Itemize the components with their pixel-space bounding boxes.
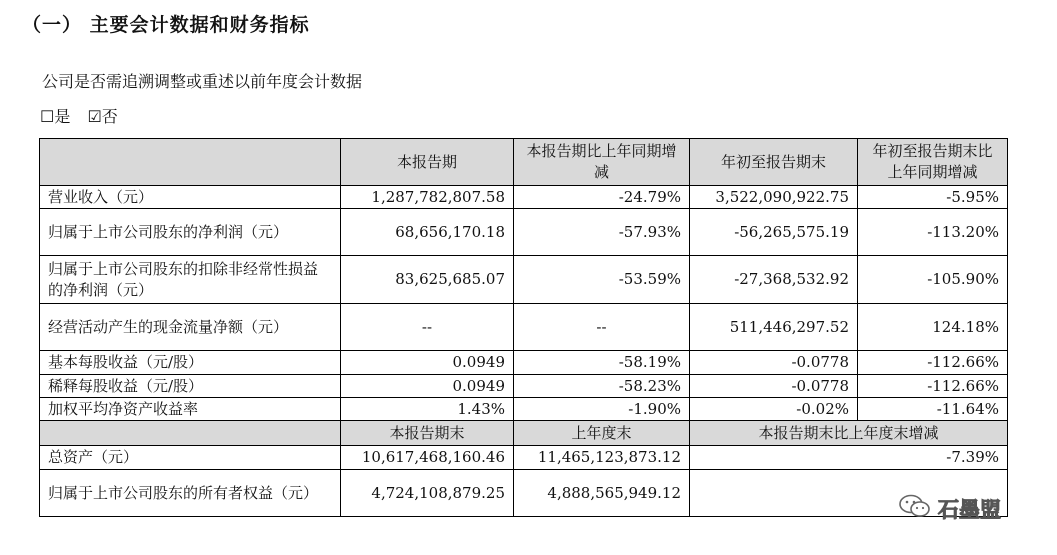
header-current-period: 本报告期 [341,139,514,186]
row-label: 基本每股收益（元/股） [40,351,341,375]
cell-value: 11,465,123,873.12 [514,446,690,470]
cell-value: 68,656,170.18 [341,209,514,256]
cell-value: 0.0949 [341,375,514,398]
cell-value: 4,724,108,879.25 [341,470,514,517]
cell-value: 3,522,090,922.75 [690,186,858,209]
restatement-options [40,104,130,127]
row-label: 归属于上市公司股东的净利润（元） [40,209,341,256]
table-row [40,304,1008,351]
cell-value: -56,265,575.19 [690,209,858,256]
table-row [40,446,1008,470]
row-label: 总资产（元） [40,446,341,470]
cell-value: -0.02% [690,398,858,421]
cell-value: -105.90% [858,256,1008,304]
wechat-icon [898,493,932,524]
row-label: 营业收入（元） [40,186,341,209]
row-label: 归属于上市公司股东的所有者权益（元） [40,470,341,517]
option-no-label: 否 [101,107,118,126]
cell-value: -7.39% [690,446,1008,470]
table-row [40,209,1008,256]
option-no [87,107,117,126]
row-label: 稀释每股收益（元/股） [40,375,341,398]
header-ytd-change: 年初至报告期末比上年同期增减 [858,139,1008,186]
cell-value: 124.18% [858,304,1008,351]
table-row [40,186,1008,209]
row-label: 加权平均净资产收益率 [40,398,341,421]
cell-value: -0.0778 [690,375,858,398]
table-subheader-row [40,421,1008,446]
cell-value: -24.79% [514,186,690,209]
cell-value: -- [341,304,514,351]
checkbox-checked-icon: ☑ [87,107,102,126]
cell-value: -27,368,532.92 [690,256,858,304]
header-blank [40,139,341,186]
option-yes [40,107,70,126]
watermark-text: 石墨盟 [938,497,1001,522]
cell-value: 0.0949 [341,351,514,375]
cell-value: -113.20% [858,209,1008,256]
subheader-blank [40,421,341,446]
cell-value: -0.0778 [690,351,858,375]
restatement-question: 公司是否需追溯调整或重述以前年度会计数据 [42,72,363,91]
cell-value: -53.59% [514,256,690,304]
cell-value: 511,446,297.52 [690,304,858,351]
subheader-period-end: 本报告期末 [341,421,514,446]
subheader-change: 本报告期末比上年度末增减 [690,421,1008,446]
row-label: 经营活动产生的现金流量净额（元） [40,304,341,351]
table-row [40,375,1008,398]
cell-value: -58.23% [514,375,690,398]
cell-value: -112.66% [858,351,1008,375]
row-label: 归属于上市公司股东的扣除非经常性损益的净利润（元） [40,256,341,304]
cell-value: 83,625,685.07 [341,256,514,304]
section-heading: （一） 主要会计数据和财务指标 [22,14,310,36]
option-yes-label: 是 [54,107,71,126]
cell-value: -- [514,304,690,351]
cell-value: -5.95% [858,186,1008,209]
cell-value: -112.66% [858,375,1008,398]
cell-value: 1.43% [341,398,514,421]
financial-data-table [39,138,1008,517]
table-row [40,470,1008,517]
header-current-period-change: 本报告期比上年同期增减 [514,139,690,186]
cell-value: 1,287,782,807.58 [341,186,514,209]
cell-value: -11.64% [858,398,1008,421]
cell-value: 10,617,468,160.46 [341,446,514,470]
header-ytd: 年初至报告期末 [690,139,858,186]
cell-value: -58.19% [514,351,690,375]
checkbox-unchecked-icon: ☐ [40,107,55,126]
table-row [40,351,1008,375]
cell-value: -57.93% [514,209,690,256]
table-row [40,398,1008,421]
subheader-prior-year-end: 上年度末 [514,421,690,446]
table-row [40,256,1008,304]
table-header-row [40,139,1008,186]
cell-value: -1.90% [514,398,690,421]
watermark [898,493,1001,524]
cell-value: 4,888,565,949.12 [514,470,690,517]
